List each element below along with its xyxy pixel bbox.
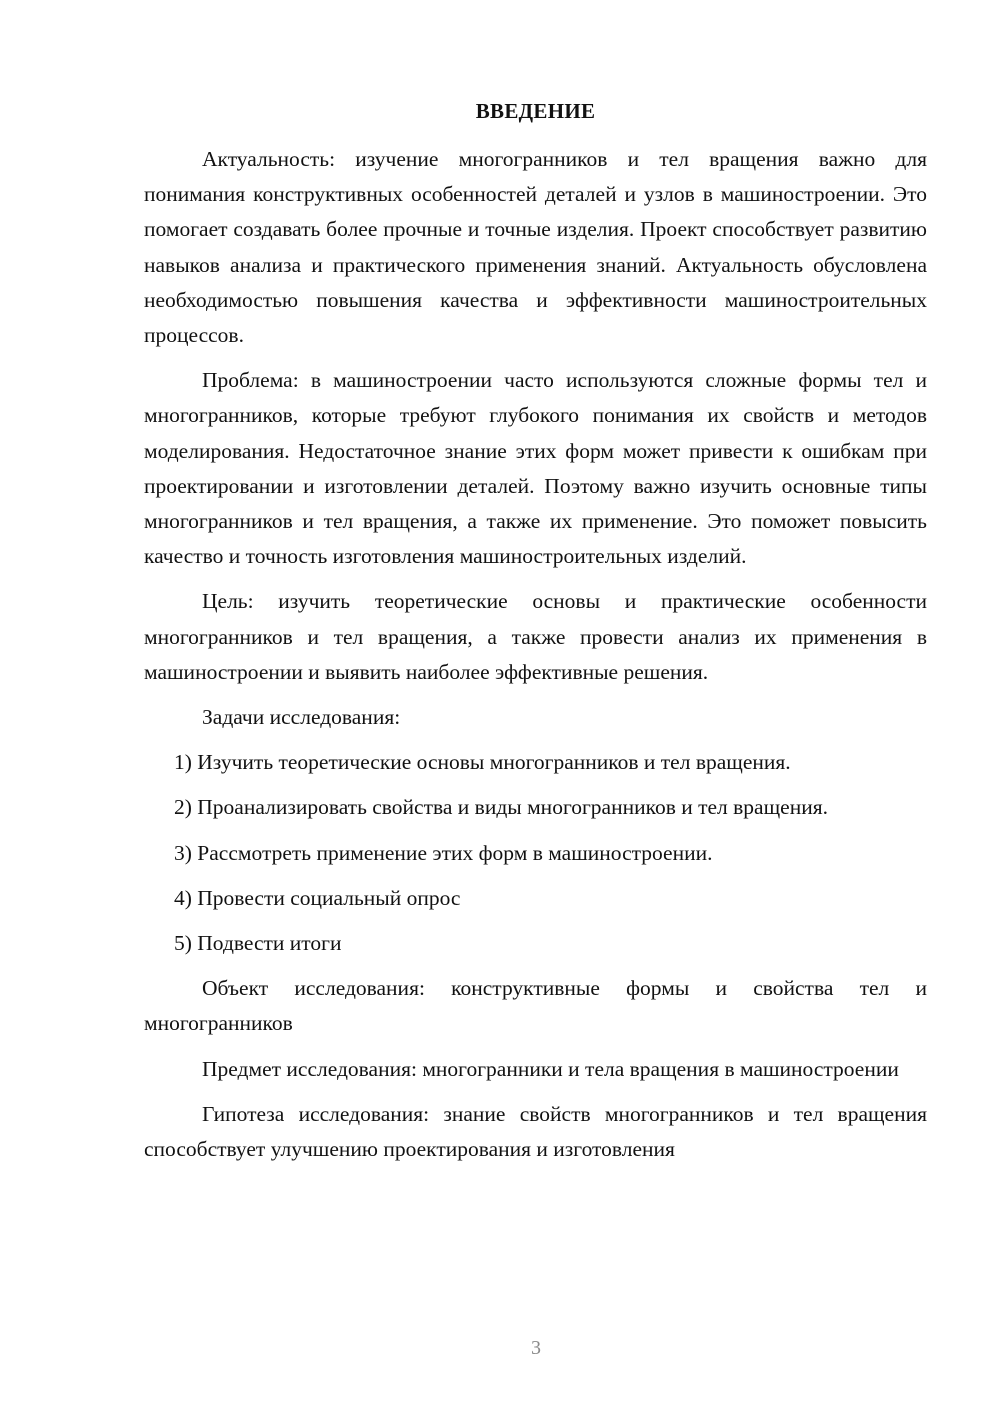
page-title: ВВЕДЕНИЕ bbox=[475, 99, 596, 123]
task-item-2: 2) Проанализировать свойства и виды многогранников и тел вращения. bbox=[174, 795, 828, 820]
task-item-5: 5) Подвести итоги bbox=[174, 931, 342, 956]
page-number: 3 bbox=[531, 1337, 541, 1359]
relevance-paragraph: Актуальность: изучение многогранников и тел вращения важно для понимания конструктивных особенностей деталей и узлов в машиностроении. Это помогает создавать более прочные и точные изделия. Проект способствует развитию навыков анализа и практического применения знаний. Актуальность обусловлена необходимостью повышения качества и эффективности машиностроительных процессов. bbox=[144, 147, 927, 348]
research-object-paragraph: Объект исследования: конструктивные формы и свойства тел и многогранников bbox=[144, 976, 927, 1036]
problem-paragraph: Проблема: в машиностроении часто используются сложные формы тел и многогранников, которые требуют глубокого понимания их свойств и методов моделирования. Недостаточное знание этих форм может привести к ошибкам при проектировании и изготовлении деталей. Поэтому важно изучить основные типы многогранников и тел вращения, а также их применение. Это поможет повысить качество и точность изготовления машиностроительных изделий. bbox=[144, 368, 927, 569]
document-body bbox=[144, 142, 927, 1177]
goal-paragraph: Цель: изучить теоретические основы и практические особенности многогранников и тел вращения, а также провести анализ их применения в машиностроении и выявить наиболее эффективные решения. bbox=[144, 589, 927, 684]
task-item-1: 1) Изучить теоретические основы многогранников и тел вращения. bbox=[174, 750, 791, 775]
hypothesis-paragraph: Гипотеза исследования: знание свойств многогранников и тел вращения способствует улучшению проектирования и изготовления bbox=[144, 1101, 927, 1162]
task-item-4: 4) Провести социальный опрос bbox=[174, 885, 461, 910]
research-subject-paragraph: Предмет исследования: многогранники и тела вращения в машиностроении bbox=[202, 1056, 899, 1081]
tasks-heading: Задачи исследования: bbox=[202, 705, 401, 730]
task-item-3: 3) Рассмотреть применение этих форм в машиностроении. bbox=[174, 840, 713, 865]
